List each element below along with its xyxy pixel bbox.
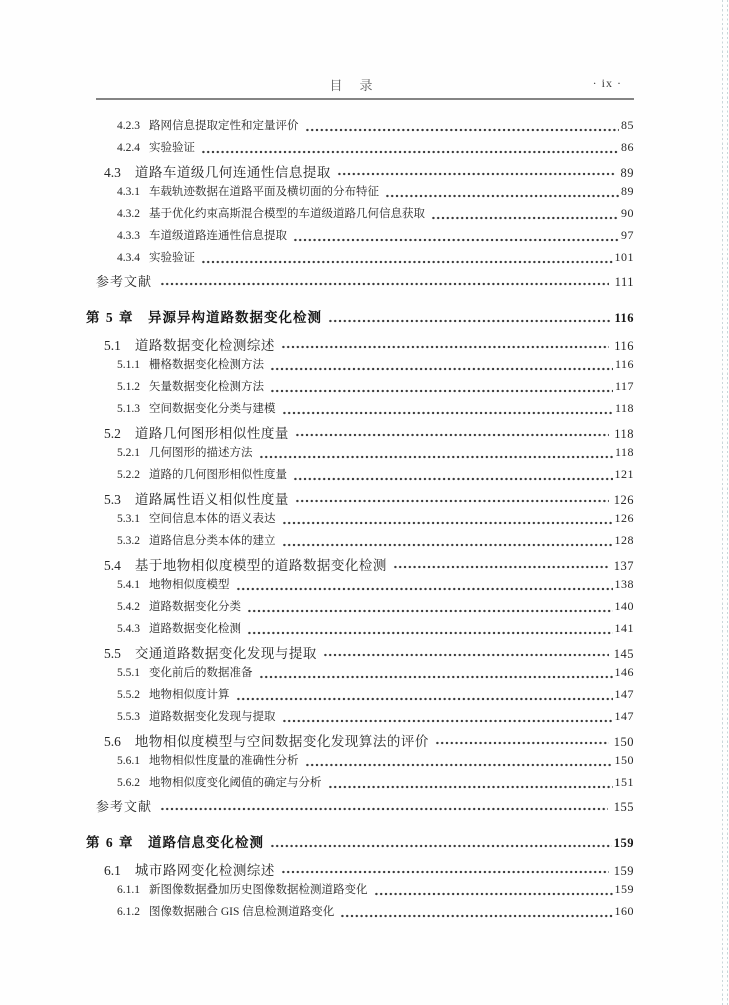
toc-entry-page: 159 bbox=[613, 836, 634, 850]
toc-entry bbox=[86, 774, 634, 796]
toc-entry-page: 128 bbox=[614, 533, 634, 547]
dot-leader bbox=[385, 192, 619, 200]
toc-entry-title: 空间数据变化分类与建模 bbox=[149, 403, 276, 415]
toc-entry bbox=[86, 664, 634, 686]
toc-entry-title: 交通道路数据变化发现与提取 bbox=[134, 646, 317, 661]
toc-entry-number: 5.2.2 bbox=[117, 469, 140, 481]
toc-entry-number: 4.3.2 bbox=[117, 208, 140, 220]
toc-entry-number: 第 6 章 bbox=[86, 835, 134, 850]
toc-entry-title: 基于地物相似度模型的道路数据变化检测 bbox=[134, 558, 387, 573]
dot-leader bbox=[247, 629, 613, 637]
toc-entry bbox=[86, 831, 634, 856]
toc-entry-number: 5.2.1 bbox=[117, 447, 140, 459]
toc-entry-number: 5.4.2 bbox=[117, 601, 140, 613]
dot-leader bbox=[236, 695, 613, 703]
toc-entry-title: 道路数据变化检测 bbox=[149, 623, 241, 635]
scan-edge-mark bbox=[722, 0, 723, 1005]
toc-entry-title: 基于优化约束高斯混合模型的车道级道路几何信息获取 bbox=[149, 208, 425, 220]
toc-entry-page: 159 bbox=[613, 864, 634, 878]
toc-entry-page: 118 bbox=[614, 401, 634, 415]
toc-entry-number: 5.1.2 bbox=[117, 381, 140, 393]
toc-entry bbox=[86, 356, 634, 378]
toc-entry-number: 5.6.2 bbox=[117, 777, 140, 789]
dot-leader bbox=[236, 585, 613, 593]
toc-entry-page: 140 bbox=[614, 599, 634, 613]
toc-entry-number: 5.5 bbox=[104, 646, 121, 661]
toc-entry-title: 空间信息本体的语义表达 bbox=[149, 513, 276, 525]
toc-entry-page: 146 bbox=[614, 665, 634, 679]
toc-entry-number: 4.3 bbox=[104, 165, 121, 180]
dot-leader bbox=[293, 475, 613, 483]
toc-entry-number: 4.3.4 bbox=[117, 252, 140, 264]
toc-entry-title: 车载轨迹数据在道路平面及横切面的分布特征 bbox=[149, 186, 379, 198]
toc-entry-number: 5.4 bbox=[104, 558, 121, 573]
toc-entry-number: 5.1 bbox=[104, 338, 121, 353]
toc-entry-number: 第 5 章 bbox=[86, 310, 134, 325]
toc-entry-page: 116 bbox=[614, 339, 634, 353]
dot-leader bbox=[431, 214, 619, 222]
toc-entry-number: 5.3.1 bbox=[117, 513, 140, 525]
toc-entry bbox=[86, 796, 634, 818]
dot-leader bbox=[247, 607, 613, 615]
toc-entry-page: 89 bbox=[620, 166, 634, 180]
toc-entry-number: 4.3.1 bbox=[117, 186, 140, 198]
header-rule bbox=[96, 98, 634, 100]
scan-edge-mark bbox=[727, 0, 728, 1005]
toc-entry-page: 116 bbox=[614, 357, 634, 371]
toc-entry-page: 97 bbox=[621, 228, 634, 242]
toc-entry bbox=[86, 554, 634, 576]
dot-leader bbox=[323, 651, 609, 659]
toc-entry-title: 道路数据变化分类 bbox=[149, 601, 241, 613]
folio-page-number: · ix · bbox=[592, 76, 622, 90]
toc-entry bbox=[86, 488, 634, 510]
toc-entry-number: 4.2.3 bbox=[117, 120, 140, 132]
toc-entry-page: 126 bbox=[614, 511, 634, 525]
page-header bbox=[96, 75, 634, 95]
dot-leader bbox=[393, 563, 609, 571]
toc-entry-page: 86 bbox=[621, 140, 634, 154]
toc-entry-title: 道路几何图形相似性度量 bbox=[134, 426, 289, 441]
toc-entry bbox=[86, 400, 634, 422]
toc-entry-number: 5.5.2 bbox=[117, 689, 140, 701]
toc-entry-number: 6.1 bbox=[104, 863, 121, 878]
toc-entry-title: 地物相似度模型 bbox=[149, 579, 230, 591]
toc-entry bbox=[86, 881, 634, 903]
toc-entry-number: 5.2 bbox=[104, 426, 121, 441]
toc-entry-page: 89 bbox=[621, 184, 634, 198]
toc-entry bbox=[86, 422, 634, 444]
toc-entry bbox=[86, 730, 634, 752]
toc-entry bbox=[86, 378, 634, 400]
dot-leader bbox=[160, 280, 609, 288]
dot-leader bbox=[295, 431, 609, 439]
dot-leader bbox=[259, 673, 613, 681]
toc-entry-title: 道路信息分类本体的建立 bbox=[149, 535, 276, 547]
dot-leader bbox=[281, 868, 609, 876]
toc-entry-title: 道路信息变化检测 bbox=[148, 835, 264, 850]
toc-entry-page: 90 bbox=[621, 206, 634, 220]
toc-entry-page: 145 bbox=[613, 647, 634, 661]
toc-entry-title: 地物相似性度量的准确性分析 bbox=[149, 755, 299, 767]
toc-entry-title: 异源异构道路数据变化检测 bbox=[148, 310, 322, 325]
dot-leader bbox=[201, 258, 613, 266]
toc-entry-number: 5.5.1 bbox=[117, 667, 140, 679]
toc-entry-title: 新图像数据叠加历史图像数据检测道路变化 bbox=[149, 884, 368, 896]
dot-leader bbox=[259, 453, 613, 461]
toc-entry bbox=[86, 598, 634, 620]
toc-entry-title: 地物相似度计算 bbox=[149, 689, 230, 701]
toc-list bbox=[86, 117, 634, 925]
toc-entry-title: 路网信息提取定性和定量评价 bbox=[149, 120, 299, 132]
toc-entry bbox=[86, 227, 634, 249]
toc-entry-page: 159 bbox=[614, 882, 634, 896]
toc-entry-title: 几何图形的描述方法 bbox=[149, 447, 253, 459]
toc-entry-title: 变化前后的数据准备 bbox=[149, 667, 253, 679]
toc-entry-number: 5.1.3 bbox=[117, 403, 140, 415]
toc-entry bbox=[86, 686, 634, 708]
toc-entry-number: 5.6.1 bbox=[117, 755, 140, 767]
dot-leader bbox=[282, 717, 613, 725]
toc-entry-page: 118 bbox=[614, 445, 634, 459]
toc-entry-title: 车道级道路连通性信息提取 bbox=[149, 230, 287, 242]
dot-leader bbox=[282, 541, 613, 549]
dot-leader bbox=[270, 365, 613, 373]
toc-entry-title: 矢量数据变化检测方法 bbox=[149, 381, 264, 393]
toc-entry bbox=[86, 444, 634, 466]
dot-leader bbox=[201, 148, 619, 156]
toc-entry-title: 道路数据变化检测综述 bbox=[134, 338, 275, 353]
toc-entry-page: 117 bbox=[614, 379, 634, 393]
dot-leader bbox=[328, 317, 612, 325]
toc-entry bbox=[86, 466, 634, 488]
toc-entry-page: 116 bbox=[614, 311, 634, 325]
toc-entry-page: 111 bbox=[614, 275, 634, 289]
toc-entry bbox=[86, 510, 634, 532]
toc-entry-title: 栅格数据变化检测方法 bbox=[149, 359, 264, 371]
toc-entry bbox=[86, 708, 634, 730]
toc-entry-page: 138 bbox=[614, 577, 634, 591]
toc-entry bbox=[86, 306, 634, 331]
toc-entry bbox=[86, 576, 634, 598]
dot-leader bbox=[305, 126, 620, 134]
dot-leader bbox=[435, 739, 609, 747]
toc-entry-number: 6.1.1 bbox=[117, 884, 140, 896]
toc-entry-number: 5.6 bbox=[104, 734, 121, 749]
toc-entry bbox=[86, 183, 634, 205]
dot-leader bbox=[337, 170, 616, 178]
toc-entry-number: 5.4.1 bbox=[117, 579, 140, 591]
toc-entry-number: 5.1.1 bbox=[117, 359, 140, 371]
toc-entry-page: 85 bbox=[621, 118, 634, 132]
toc-entry-page: 141 bbox=[614, 621, 634, 635]
toc-entry-page: 155 bbox=[613, 800, 634, 814]
dot-leader bbox=[340, 912, 612, 920]
toc-entry-title: 道路属性语义相似性度量 bbox=[134, 492, 289, 507]
dot-leader bbox=[270, 387, 613, 395]
dot-leader bbox=[282, 519, 613, 527]
dot-leader bbox=[295, 497, 609, 505]
dot-leader bbox=[281, 343, 609, 351]
toc-entry-number: 4.2.4 bbox=[117, 142, 140, 154]
toc-entry bbox=[86, 117, 634, 139]
toc-entry-title: 图像数据融合 GIS 信息检测道路变化 bbox=[149, 906, 335, 918]
toc-entry-page: 101 bbox=[614, 250, 634, 264]
toc-entry-page: 151 bbox=[614, 775, 634, 789]
toc-entry-page: 121 bbox=[614, 467, 634, 481]
toc-entry-number: 5.3 bbox=[104, 492, 121, 507]
toc-entry-title: 实验验证 bbox=[149, 252, 195, 264]
toc-entry-title: 地物相似度模型与空间数据变化发现算法的评价 bbox=[134, 734, 429, 749]
toc-entry-title: 道路车道级几何连通性信息提取 bbox=[134, 165, 331, 180]
toc-entry-page: 150 bbox=[614, 753, 634, 767]
toc-entry bbox=[86, 161, 634, 183]
toc-entry-page: 126 bbox=[613, 493, 634, 507]
toc-entry-page: 118 bbox=[614, 427, 634, 441]
dot-leader bbox=[328, 783, 613, 791]
toc-entry-page: 137 bbox=[613, 559, 634, 573]
dot-leader bbox=[160, 805, 608, 813]
dot-leader bbox=[374, 890, 613, 898]
toc-entry-title: 城市路网变化检测综述 bbox=[134, 863, 275, 878]
toc-entry bbox=[86, 620, 634, 642]
toc-entry bbox=[86, 334, 634, 356]
toc-entry-title: 道路数据变化发现与提取 bbox=[149, 711, 276, 723]
toc-entry-title: 参考文献 bbox=[96, 799, 153, 814]
toc-entry-page: 147 bbox=[614, 709, 634, 723]
toc-entry-title: 地物相似度变化阈值的确定与分析 bbox=[149, 777, 322, 789]
toc-entry-number: 5.5.3 bbox=[117, 711, 140, 723]
toc-entry-number: 5.4.3 bbox=[117, 623, 140, 635]
dot-leader bbox=[293, 236, 619, 244]
toc-entry bbox=[86, 752, 634, 774]
toc-entry-title: 实验验证 bbox=[149, 142, 195, 154]
toc-entry-page: 150 bbox=[613, 735, 634, 749]
dot-leader bbox=[305, 761, 613, 769]
dot-leader bbox=[270, 842, 612, 850]
toc-entry bbox=[86, 249, 634, 271]
toc-page-title: 目 录 bbox=[329, 78, 375, 93]
toc-entry bbox=[86, 271, 634, 293]
toc-entry bbox=[86, 532, 634, 554]
toc-entry bbox=[86, 859, 634, 881]
toc-entry bbox=[86, 139, 634, 161]
toc-entry bbox=[86, 903, 634, 925]
toc-entry-page: 147 bbox=[614, 687, 634, 701]
toc-entry bbox=[86, 642, 634, 664]
toc-entry-page: 160 bbox=[614, 904, 634, 918]
toc-entry-title: 道路的几何图形相似性度量 bbox=[149, 469, 287, 481]
dot-leader bbox=[282, 409, 613, 417]
toc-entry bbox=[86, 205, 634, 227]
toc-entry-number: 6.1.2 bbox=[117, 906, 140, 918]
toc-entry-title: 参考文献 bbox=[96, 274, 153, 289]
toc-entry-number: 5.3.2 bbox=[117, 535, 140, 547]
toc-entry-number: 4.3.3 bbox=[117, 230, 140, 242]
